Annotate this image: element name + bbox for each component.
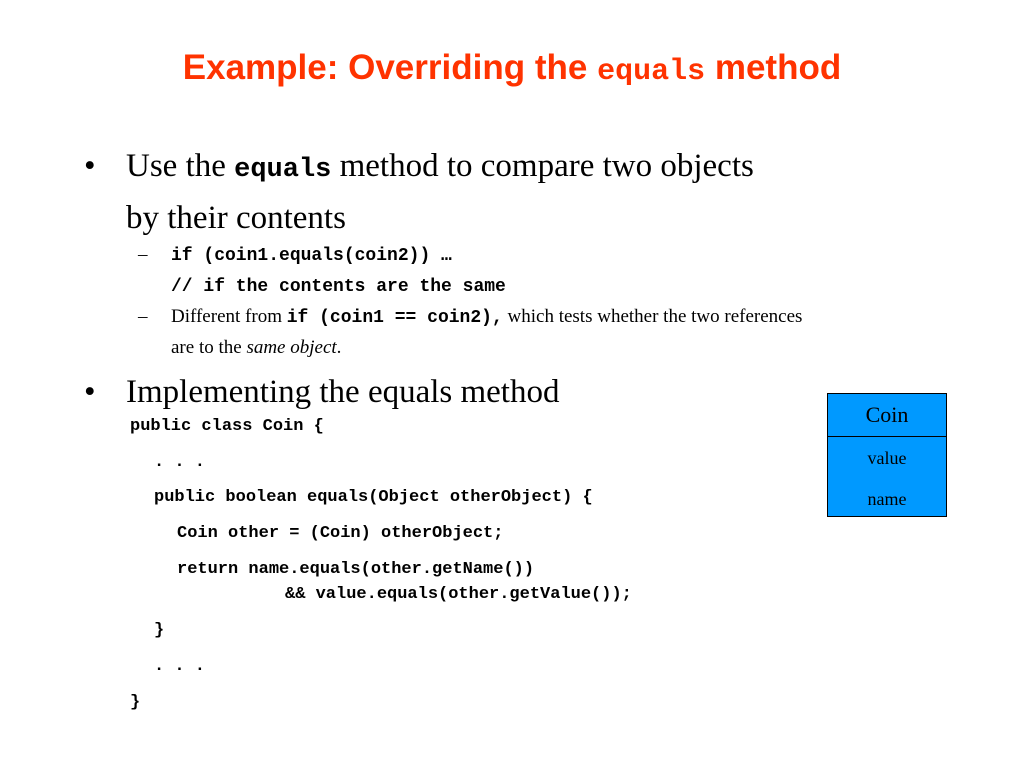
title-suffix: method xyxy=(714,48,842,87)
code-line-4: Coin other = (Coin) otherObject; xyxy=(177,524,504,543)
uml-class-box xyxy=(827,393,947,517)
code-line-5: return name.equals(other.getName()) xyxy=(177,560,535,579)
uml-class-name: Coin xyxy=(828,394,946,437)
code-line-2: . . . xyxy=(154,453,206,472)
bullet-1-symbol: • xyxy=(84,148,96,184)
sub-bullet-2-emphasis: same object xyxy=(246,337,337,358)
title-prefix: Example: Overriding the xyxy=(182,48,588,87)
sub-bullet-2-line2-pre: are to the xyxy=(171,337,242,358)
bullet-1-line2: by their contents xyxy=(126,200,346,236)
bullet-1-code: equals xyxy=(234,155,332,185)
bullet-1-pre: Use the xyxy=(126,148,226,184)
code-line-3: public boolean equals(Object otherObject) { xyxy=(154,488,593,507)
bullet-1-post: method to compare two objects xyxy=(339,148,754,184)
code-line-1: public class Coin { xyxy=(130,417,324,436)
sub-bullet-2-post: which tests whether the two references xyxy=(507,306,803,327)
bullet-2-symbol: • xyxy=(84,374,96,410)
code-line-8: . . . xyxy=(154,657,206,676)
uml-attribute-name: name xyxy=(867,489,907,509)
sub-bullet-2-code: if (coin1 == coin2), xyxy=(286,308,503,328)
sub-bullet-2-pre: Different from xyxy=(171,306,282,327)
bullet-2-text: Implementing the equals method xyxy=(126,374,560,410)
sub-bullet-2-period: . xyxy=(336,337,342,358)
uml-attribute-value: value xyxy=(867,448,907,468)
code-line-6: && value.equals(other.getValue()); xyxy=(285,585,632,604)
sub-bullet-1-line2: // if the contents are the same xyxy=(171,277,506,297)
slide-title xyxy=(0,44,1024,96)
code-line-9: } xyxy=(130,693,141,712)
code-line-7: } xyxy=(154,621,165,640)
sub-bullet-1-dash: – xyxy=(138,244,148,265)
sub-bullet-2-dash: – xyxy=(138,306,148,327)
sub-bullet-1-line1: if (coin1.equals(coin2)) … xyxy=(171,246,452,266)
title-code: equals xyxy=(597,55,706,89)
